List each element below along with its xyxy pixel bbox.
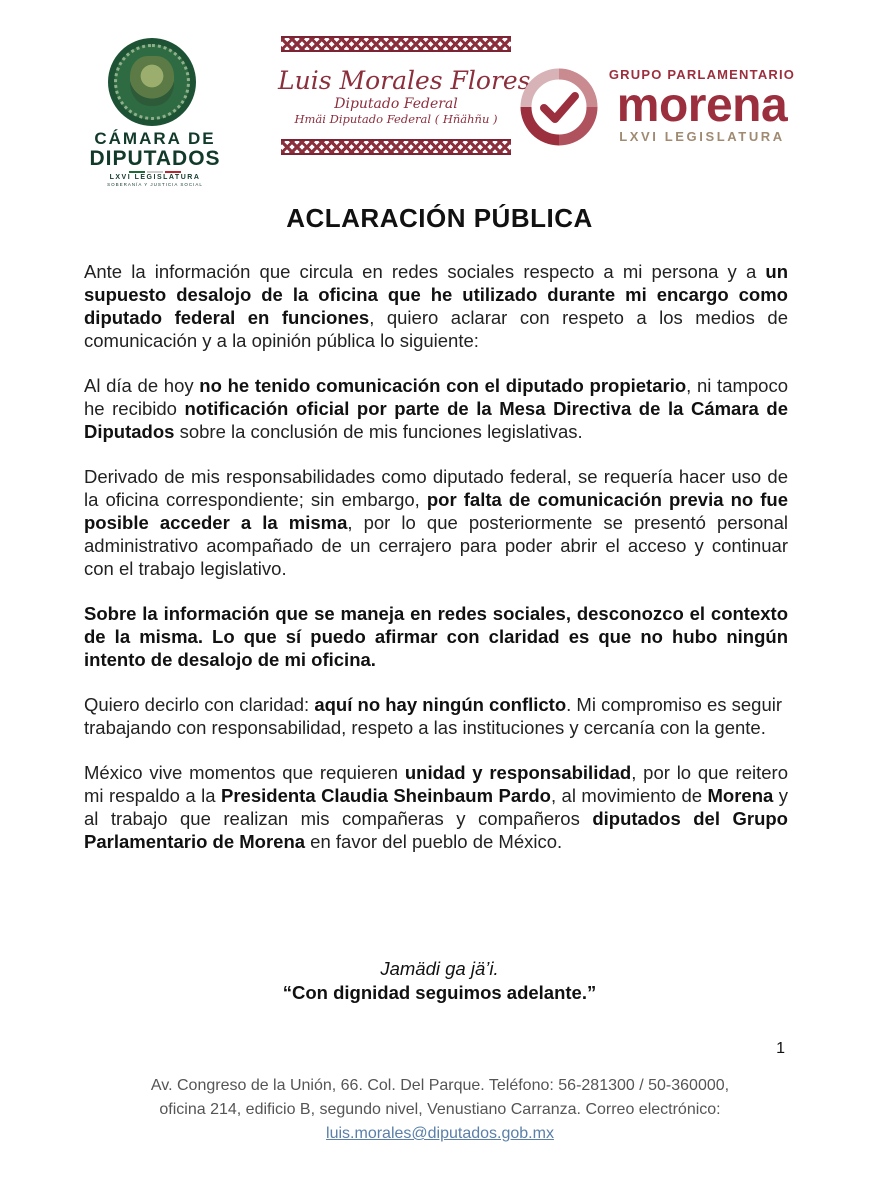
paragraph-3: Derivado de mis responsabilidades como diputado federal, se requería hacer uso de la oficina correspondiente; sin embargo, por falta de comunicación previa no fue posible acceder a la misma, por lo que posteriormente se presentó personal administrativo acompañado de un cerrajero para poder abrir el acceso y continuar con el trabajo legislativo. (84, 466, 788, 579)
morena-logo (520, 68, 800, 148)
deputy-name: Luis Morales Flores (278, 66, 531, 95)
footer-line-1: Av. Congreso de la Unión, 66. Col. Del Parque. Teléfono: 56-281300 / 50-360000, (150, 1077, 730, 1094)
motto-hnahnu: Jamädi ga jä’i. (380, 958, 499, 979)
party-name: morena (616, 79, 788, 132)
embroidery-band-top (281, 36, 511, 52)
party-legislature: LXVI LEGISLATURA (619, 129, 785, 144)
party-group-label: GRUPO PARLAMENTARIO (608, 67, 796, 82)
paragraph-5: Quiero decirlo con claridad: aquí no hay ningún conflicto. Mi compromiso es seguir trabajando con responsabilidad, respeto a las instituciones y cercanía con la gente. (84, 694, 783, 738)
paragraph-1: Ante la información que circula en redes sociales respecto a mi persona y a un supuesto desalojo de la oficina que he utilizado durante mi encargo como diputado federal en funciones, quiero aclarar con respeto a los medios de comunicación y a la opinión pública lo siguiente: (84, 261, 789, 351)
statement-body (84, 260, 788, 875)
deputy-nameplate (278, 36, 531, 168)
deputy-role-hnahnu: Hmäi Diputado Federal ( Hñähñu ) (294, 112, 498, 126)
email-link[interactable]: luis.morales@diputados.gob.mx (326, 1125, 554, 1142)
camara-de-diputados-logo (80, 38, 230, 187)
footer-line-2: oficina 214, edificio B, segundo nivel, Venustiano Carranza. Correo electrónico: (159, 1101, 721, 1118)
closing-motto (0, 957, 879, 1005)
camara-logo-line1: CÁMARA DE (94, 129, 216, 148)
footer-address (60, 1074, 820, 1146)
paragraph-6: México vive momentos que requieren unidad y responsabilidad, por lo que reitero mi respaldo a la Presidenta Claudia Sheinbaum Pardo, al movimiento de Morena y al trabajo que realizan mis compañeras y compañeros diputados del Grupo Parlamentario de Morena en favor del pueblo de México. (84, 762, 789, 852)
morena-checkmark-icon (520, 68, 598, 146)
embroidery-band-bottom (281, 139, 511, 155)
national-seal-icon (108, 38, 196, 126)
page-number: 1 (776, 1040, 785, 1057)
deputy-role: Diputado Federal (334, 96, 458, 112)
letterhead (0, 30, 879, 187)
camara-logo-line2: DIPUTADOS (89, 147, 221, 170)
camara-logo-slogan: SOBERANÍA Y JUSTICIA SOCIAL (107, 182, 203, 187)
motto-spanish: “Con dignidad seguimos adelante.” (282, 982, 597, 1003)
flag-stripe (80, 171, 230, 173)
paragraph-4: Sobre la información que se maneja en redes sociales, desconozco el contexto de la misma. Lo que sí puedo afirmar con claridad es que no hubo ningún intento de desalojo de mi oficina. (84, 603, 788, 670)
camara-logo-legislature: LXVI LEGISLATURA (109, 174, 201, 181)
paragraph-2: Al día de hoy no he tenido comunicación con el diputado propietario, ni tampoco he recibido notificación oficial por parte de la Mesa Directiva de la Cámara de Diputados sobre la conclusión de mis funciones legislativas. (84, 375, 789, 442)
document-title: ACLARACIÓN PÚBLICA (286, 203, 593, 233)
